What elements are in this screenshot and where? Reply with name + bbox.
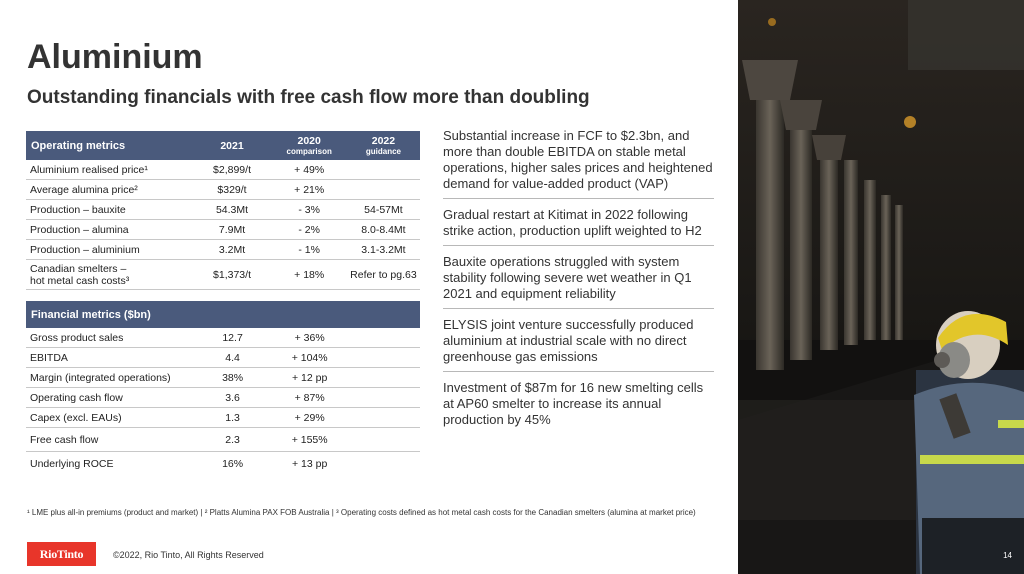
table-row — [26, 348, 420, 368]
table-header-row — [26, 131, 420, 160]
worker-photo-illustration — [738, 0, 1024, 574]
value-2020: + 18% — [272, 260, 347, 290]
value-2021: 54.3Mt — [192, 200, 271, 220]
value-2020: + 21% — [272, 180, 347, 200]
value-2020: + 87% — [272, 388, 347, 408]
empty-cell — [347, 348, 420, 368]
value-2020: - 1% — [272, 240, 347, 260]
header-financial-metrics: Financial metrics ($bn) — [26, 301, 193, 328]
commentary-item: Gradual restart at Kitimat in 2022 following strike action, production uplift weighted to H2 — [443, 199, 714, 246]
table-row — [26, 200, 420, 220]
empty-cell — [347, 328, 420, 348]
header-2020 — [272, 131, 347, 160]
value-2022 — [347, 160, 420, 180]
table-row — [26, 240, 420, 260]
header-2022 — [347, 131, 420, 160]
row-label-line1: Canadian smelters – — [30, 262, 127, 275]
row-label: Aluminium realised price¹ — [26, 160, 192, 180]
row-label — [26, 260, 192, 290]
operating-metrics-table — [26, 131, 420, 290]
row-label: Underlying ROCE — [30, 457, 114, 470]
value-2021: 7.9Mt — [192, 220, 271, 240]
value-2021: 4.4 — [193, 348, 272, 368]
table-row — [26, 328, 420, 348]
value-2022: 8.0-8.4Mt — [347, 220, 420, 240]
value-2020: + 12 pp — [272, 368, 347, 388]
value-2020: - 3% — [272, 200, 347, 220]
header-spacer — [193, 301, 272, 328]
header-spacer — [347, 301, 420, 328]
row-label: EBITDA — [26, 348, 193, 368]
commentary-list — [443, 126, 714, 434]
table-header-row — [26, 301, 420, 328]
table-row — [26, 260, 420, 290]
value-2021: 3.2Mt — [192, 240, 271, 260]
rio-tinto-logo: RioTinto — [27, 542, 96, 566]
value-2020: + 104% — [272, 348, 347, 368]
row-label: Average alumina price² — [26, 180, 192, 200]
financial-metrics-table — [26, 301, 420, 476]
table-row — [26, 408, 420, 428]
table-row — [26, 180, 420, 200]
table-row — [26, 160, 420, 180]
header-2022-year: 2022 — [371, 135, 396, 147]
row-label: Capex (excl. EAUs) — [26, 408, 193, 428]
table-row — [26, 428, 420, 452]
value-2021: 38% — [193, 368, 272, 388]
page-number: 14 — [1003, 551, 1012, 560]
value-2020: + 29% — [272, 408, 347, 428]
row-label: Production – alumina — [26, 220, 192, 240]
table-row — [26, 368, 420, 388]
value-2021: $1,373/t — [192, 260, 271, 290]
commentary-item: Bauxite operations struggled with system stability following severe wet weather in Q1 2021 and equipment reliability — [443, 246, 714, 309]
row-label-line2: hot metal cash costs³ — [30, 274, 130, 287]
value-2021: $2,899/t — [192, 160, 271, 180]
table-row — [26, 388, 420, 408]
value-2021: 1.3 — [193, 408, 272, 428]
footnote: ¹ LME plus all-in premiums (product and market) | ² Platts Alumina PAX FOB Australia | ³ Operating costs defined as hot metal cash costs for the Canadian smelters (alumina at market price) — [27, 508, 696, 517]
row-label: Production – aluminium — [26, 240, 192, 260]
value-2020: - 2% — [272, 220, 347, 240]
row-label: Margin (integrated operations) — [26, 368, 193, 388]
value-2021: 16% — [222, 457, 244, 470]
commentary-item: Investment of $87m for 16 new smelting cells at AP60 smelter to increase its annual production by 45% — [443, 380, 704, 427]
value-2022: 54-57Mt — [347, 200, 420, 220]
value-2020: + 36% — [272, 328, 347, 348]
value-2020: + 13 pp — [291, 457, 328, 470]
copyright-text: ©2022, Rio Tinto, All Rights Reserved — [113, 550, 264, 560]
value-2022: 3.1-3.2Mt — [347, 240, 420, 260]
value-2021: $329/t — [192, 180, 271, 200]
table-row — [26, 452, 420, 476]
commentary-item: Substantial increase in FCF to $2.3bn, and more than double EBITDA on stable metal operations, higher sales prices and heightened demand for value-added product (VAP) — [443, 126, 714, 199]
empty-cell — [347, 368, 420, 388]
value-2021: 2.3 — [193, 428, 272, 452]
header-spacer — [272, 301, 347, 328]
empty-cell — [347, 452, 420, 476]
value-2021: 12.7 — [193, 328, 272, 348]
empty-cell — [347, 428, 420, 452]
worker-photo — [738, 0, 1024, 574]
value-2022 — [347, 180, 420, 200]
value-2021: 3.6 — [193, 388, 272, 408]
row-label: Gross product sales — [26, 328, 193, 348]
commentary-item: ELYSIS joint venture successfully produced aluminium at industrial scale with no direct greenhouse gas emissions — [443, 309, 714, 372]
value-2020: + 49% — [272, 160, 347, 180]
header-operating-metrics: Operating metrics — [26, 131, 192, 160]
value-2020: + 155% — [272, 428, 347, 452]
header-2020-sub: comparison — [286, 147, 332, 156]
empty-cell — [347, 408, 420, 428]
empty-cell — [347, 388, 420, 408]
table-row — [26, 220, 420, 240]
row-label: Free cash flow — [26, 428, 193, 452]
row-label: Production – bauxite — [26, 200, 192, 220]
value-2022: Refer to pg.63 — [347, 260, 420, 290]
header-2022-sub: guidance — [365, 147, 401, 156]
header-2020-year: 2020 — [297, 135, 321, 147]
row-label: Operating cash flow — [26, 388, 193, 408]
header-2021: 2021 — [192, 131, 271, 160]
page-title: Aluminium — [27, 38, 203, 76]
page-subtitle: Outstanding financials with free cash flow more than doubling — [27, 87, 590, 108]
